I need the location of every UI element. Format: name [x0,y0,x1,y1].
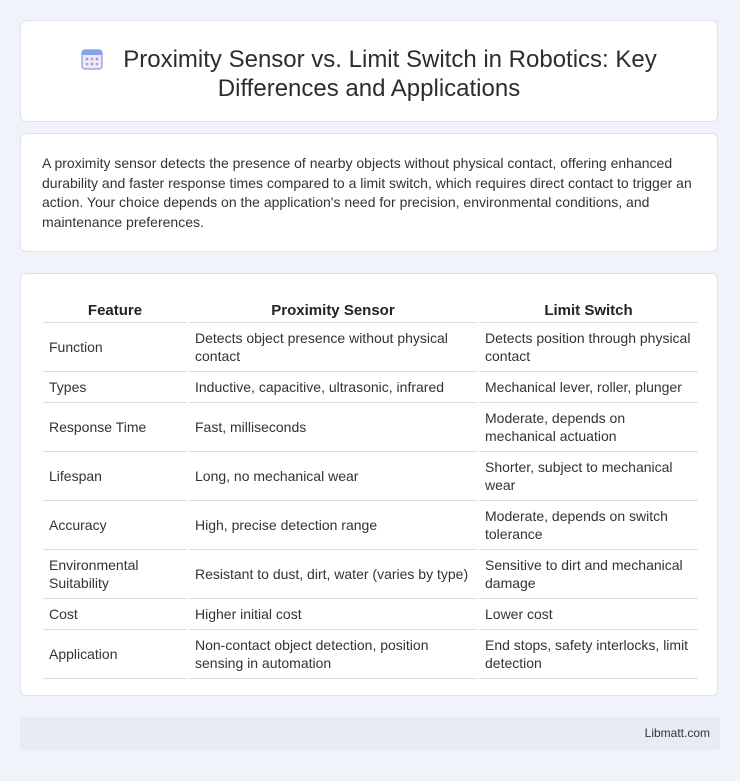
table-header-row [43,294,698,323]
title-line-1: Proximity Sensor vs. Limit Switch in Robotics: Key [123,46,657,73]
row-feature: Application [43,630,187,679]
table-row [43,550,698,599]
row-limit: Sensitive to dirt and mechanical damage [479,550,698,599]
table-row [43,403,698,452]
table-row [43,501,698,550]
row-limit: Shorter, subject to mechanical wear [479,452,698,501]
header-proximity-sensor: Proximity Sensor [189,294,477,323]
row-proximity: Fast, milliseconds [189,403,477,452]
table-row [43,630,698,679]
table-row [43,372,698,403]
row-feature: Types [43,372,187,403]
footer-brand-link[interactable]: Libmatt.com [644,726,710,740]
row-limit: Lower cost [479,599,698,630]
title-card [20,20,718,122]
page-title [21,45,717,103]
comparison-card [20,273,718,696]
header-limit-switch: Limit Switch [479,294,698,323]
row-proximity: Inductive, capacitive, ultrasonic, infrared [189,372,477,403]
row-proximity: Higher initial cost [189,599,477,630]
row-limit: Detects position through physical contact [479,323,698,372]
row-limit: End stops, safety interlocks, limit detection [479,630,698,679]
row-limit: Mechanical lever, roller, plunger [479,372,698,403]
row-proximity: Long, no mechanical wear [189,452,477,501]
footer-bar [20,717,720,750]
table-row [43,452,698,501]
table-row [43,323,698,372]
header-feature: Feature [43,294,187,323]
intro-paragraph: A proximity sensor detects the presence of nearby objects without physical contact, offering enhanced durability and faster response times compared to a limit switch, which requires direct contact to trigger an action. Your choice depends on the application's need for precision, environmental conditions, and maintenance preferences. [42,155,692,230]
row-limit: Moderate, depends on mechanical actuation [479,403,698,452]
row-proximity: Resistant to dust, dirt, water (varies by type) [189,550,477,599]
intro-card [20,133,718,252]
row-feature: Environmental Suitability [43,550,187,599]
comparison-table [41,294,700,679]
row-proximity: Non-contact object detection, position sensing in automation [189,630,477,679]
row-feature: Function [43,323,187,372]
row-feature: Lifespan [43,452,187,501]
row-feature: Accuracy [43,501,187,550]
row-limit: Moderate, depends on switch tolerance [479,501,698,550]
row-proximity: Detects object presence without physical contact [189,323,477,372]
row-feature: Cost [43,599,187,630]
row-feature: Response Time [43,403,187,452]
table-row [43,599,698,630]
title-line-2: Differences and Applications [217,75,521,102]
calendar-icon [81,48,103,70]
row-proximity: High, precise detection range [189,501,477,550]
